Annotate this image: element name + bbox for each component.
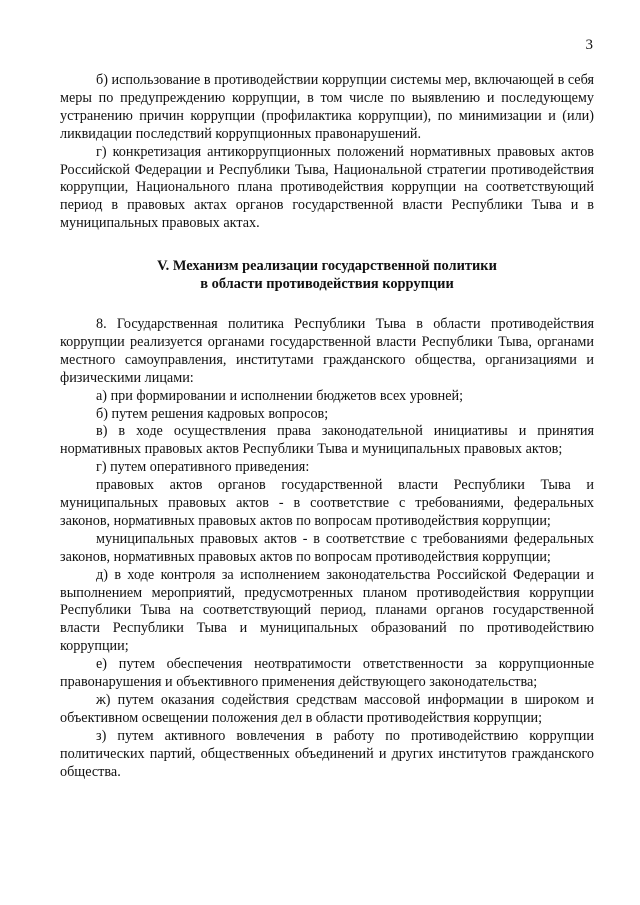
list-item-z: з) путем активного вовлечения в работу по противодействию коррупции политических партий, общественных объединений и других институтов гражданского общества. — [60, 727, 594, 780]
list-item-a: а) при формировании и исполнении бюджетов всех уровней; — [96, 387, 464, 404]
list-item-v: в) в ходе осуществления права законодательной инициативы и принятия нормативных правовых актов Республики Тыва и муниципальных правовых актов; — [60, 423, 594, 458]
paragraph-g-concretization: г) конкретизация антикоррупционных положений нормативных правовых актов Российской Федерации и Республики Тыва, Национальной стратегии противодействия коррупции, Национального плана противодействия коррупции на соответствующий период в правовых актах органов государственной власти Республики Тыва и в муниципальных правовых актах. — [60, 143, 594, 232]
list-item-d: д) в ходе контроля за исполнением законодательства Российской Федерации и выполнением мероприятий, предусмотренных планом противодействия коррупции Республики Тыва на соответствующий период, планами органов государственной власти Республики Тыва и муниципальных образований по противодействию коррупции; — [60, 566, 594, 655]
section-heading-line-2: в области противодействия коррупции — [200, 276, 454, 293]
list-item-zh: ж) путем оказания содействия средствам массовой информации в широком и объективном освещении положения дел в области противодействия коррупции; — [60, 692, 594, 726]
paragraph-8-intro: 8. Государственная политика Республики Тыва в области противодействия коррупции реализуется органами государственной власти Республики Тыва, органами местного самоуправления, институтами гражданского общества, организациями и физическими лицами: — [60, 315, 594, 386]
section-heading-line-1: V. Механизм реализации государственной политики — [157, 258, 497, 275]
section-heading — [60, 258, 594, 294]
list-item-g-sub-2: муниципальных правовых актов - в соответствие с требованиями федеральных законов, нормативных правовых актов по вопросам противодействия коррупции; — [60, 530, 594, 565]
page-number: 3 — [585, 37, 593, 53]
list-item-b: б) путем решения кадровых вопросов; — [96, 405, 329, 422]
paragraph-b-measures: б) использование в противодействии коррупции системы мер, включающей в себя меры по предупреждению коррупции, в том числе по выявлению и последующему устранению причин коррупции (профилактика коррупции), по минимизации и (или) ликвидации последствий коррупционных правонарушений. — [60, 72, 594, 142]
list-item-g-sub-1: правовых актов органов государственной власти Республики Тыва и муниципальных правовых актов - в соответствие с требованиями, федеральных законов, нормативных правовых актов по вопросам противодействия коррупции; — [60, 477, 594, 529]
list-item-g: г) путем оперативного приведения: — [96, 459, 310, 476]
list-item-e: е) путем обеспечения неотвратимости ответственности за коррупционные правонарушения и объективного применения действующего законодательства; — [60, 656, 594, 691]
document-body — [60, 72, 594, 782]
